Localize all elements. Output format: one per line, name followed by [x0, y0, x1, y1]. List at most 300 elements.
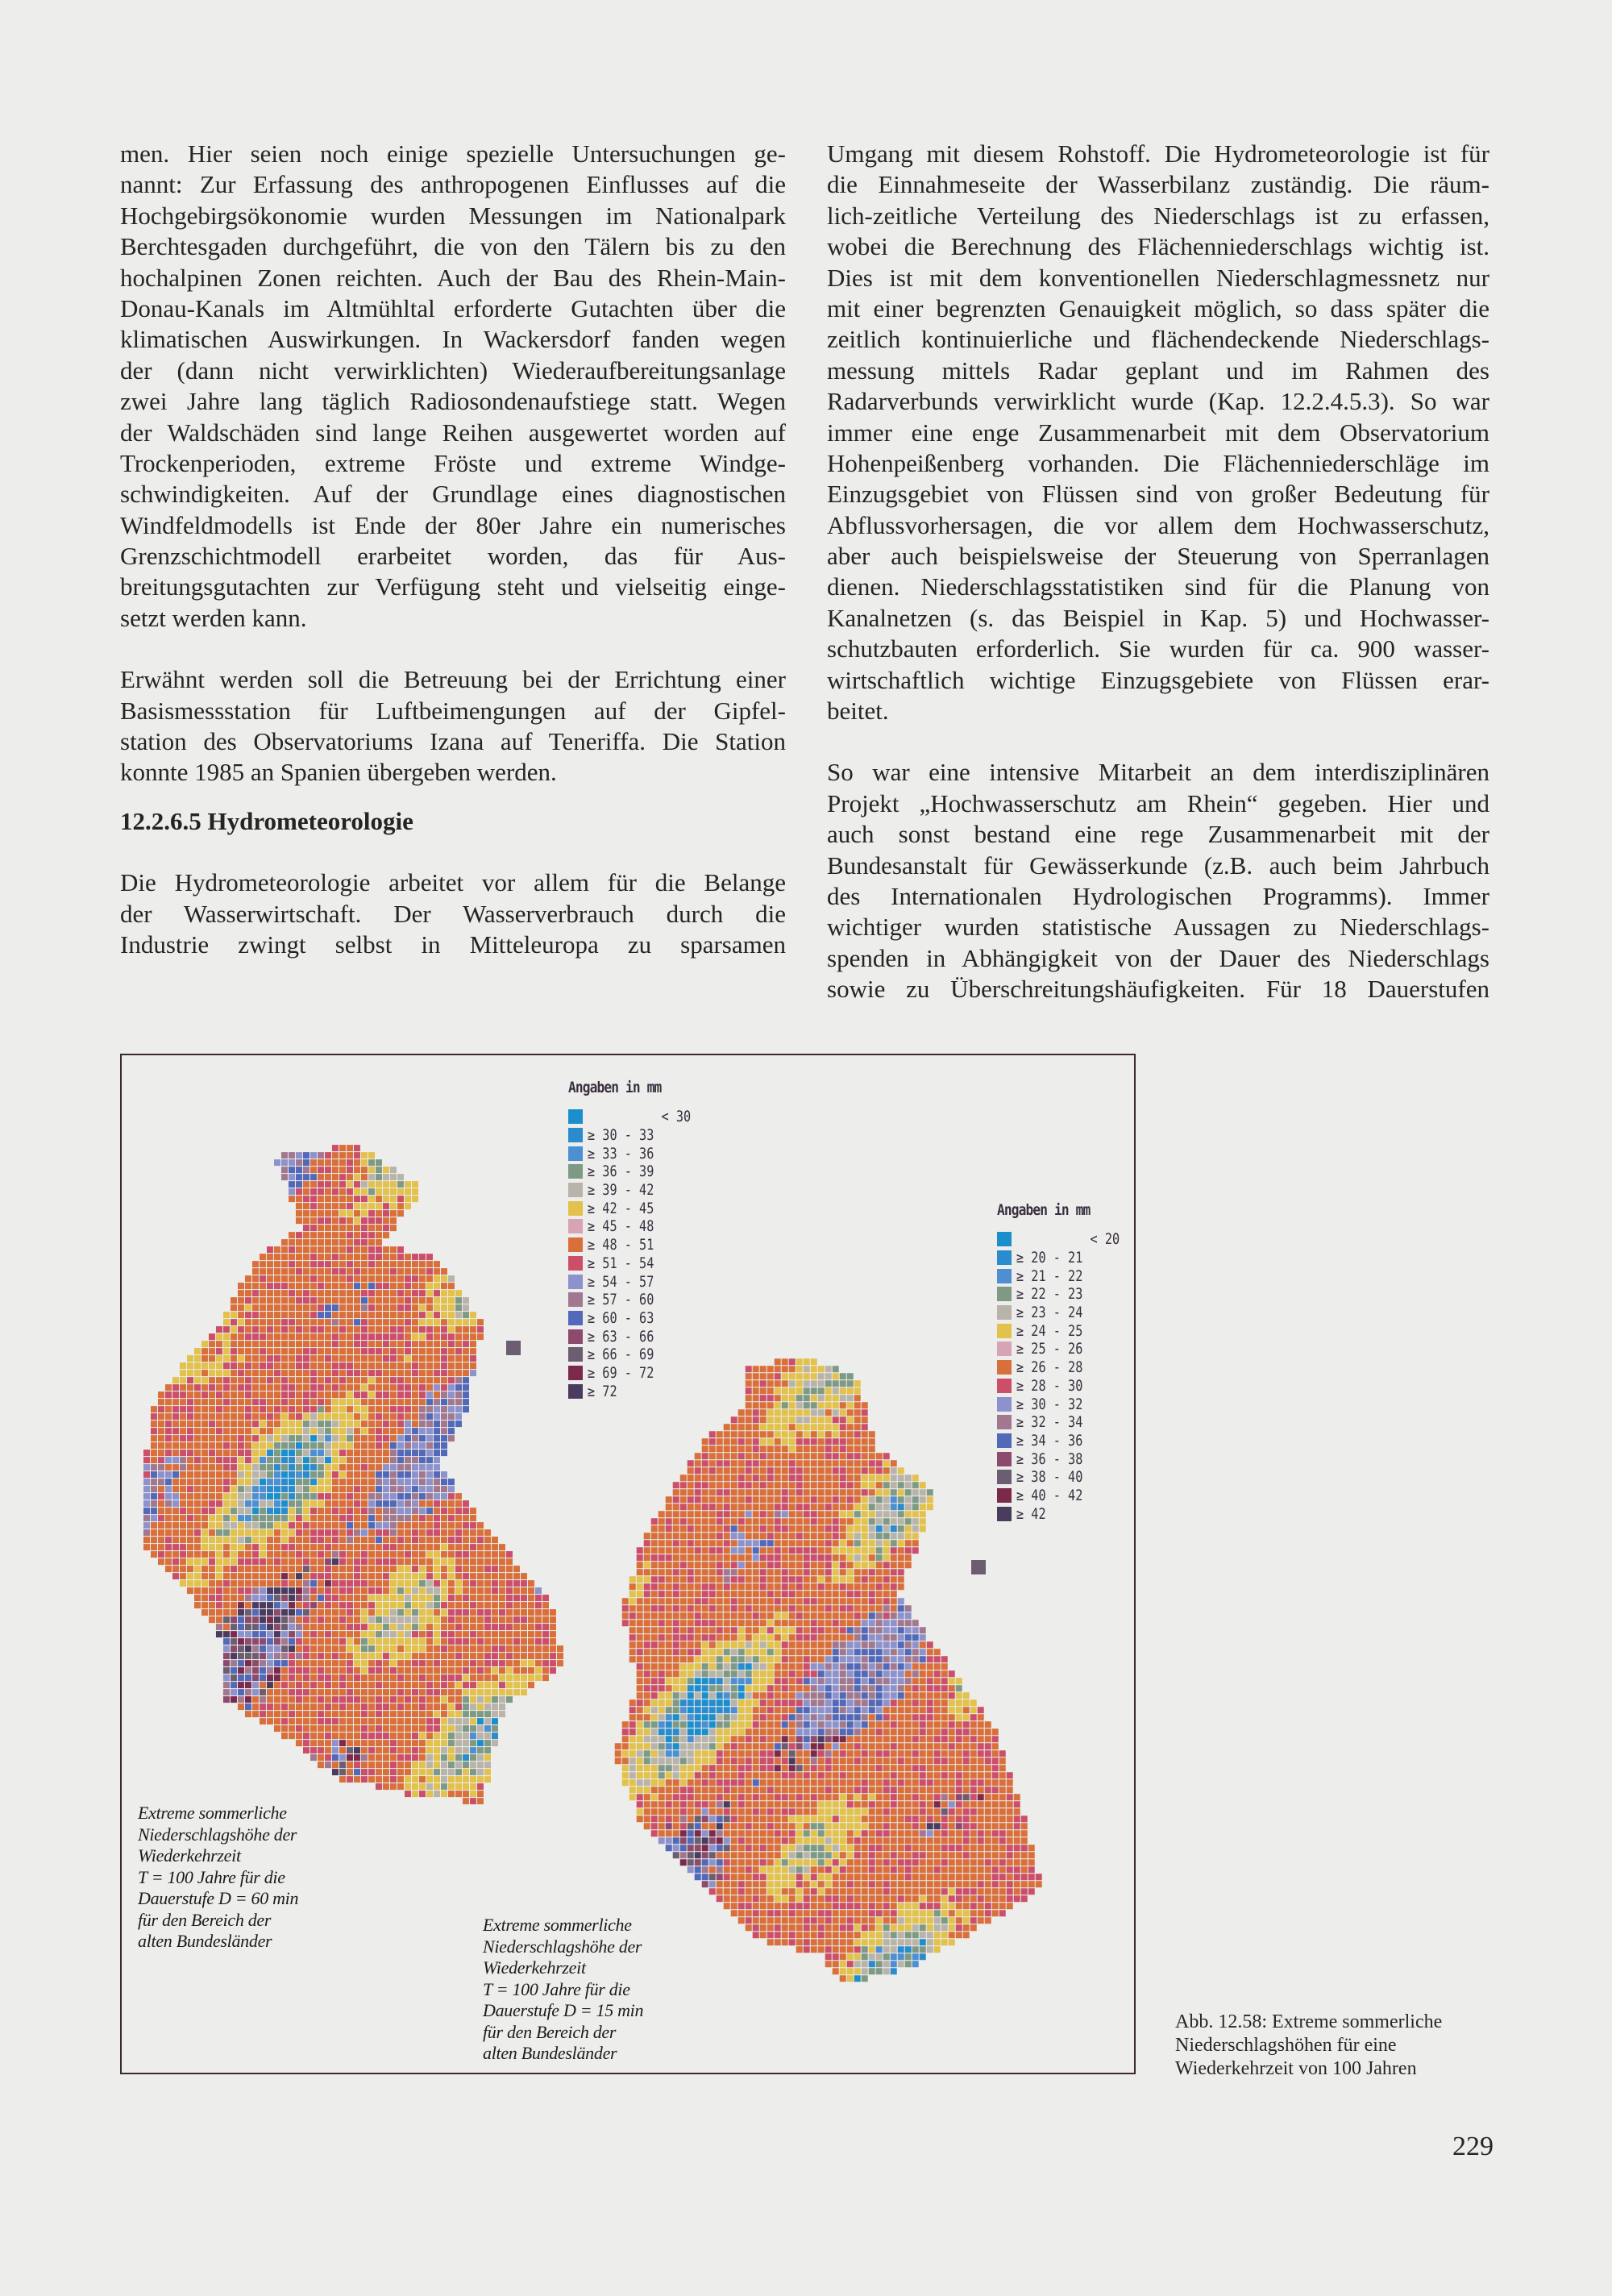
map-cell [223, 1500, 230, 1507]
map-cell [463, 1580, 469, 1587]
map-cell [477, 1696, 484, 1703]
map-cell [376, 1674, 382, 1681]
map-cell [833, 1416, 839, 1423]
map-cell [354, 1174, 360, 1180]
map-cell [731, 1540, 737, 1546]
map-cell [260, 1508, 266, 1514]
map-cell [833, 1612, 839, 1619]
map-cell [296, 1246, 302, 1253]
map-cell [775, 1395, 781, 1401]
map-cell [303, 1362, 310, 1369]
map-cell [651, 1678, 658, 1684]
map-cell [767, 1569, 774, 1575]
map-cell [361, 1762, 368, 1768]
map-cell [318, 1595, 324, 1601]
map-cell [260, 1682, 266, 1688]
map-cell [368, 1319, 375, 1325]
text-line: Die Hydrometeorologie arbeitet vor allem für die Belange [120, 868, 786, 897]
map-cell [789, 1489, 796, 1495]
map-cell [869, 1656, 875, 1662]
map-cell [332, 1508, 339, 1514]
map-cell [267, 1566, 273, 1572]
map-cell [695, 1576, 701, 1583]
map-cell [506, 1566, 513, 1572]
map-cell [412, 1580, 418, 1587]
map-cell [216, 1595, 222, 1601]
map-cell [339, 1754, 346, 1761]
map-cell [267, 1420, 273, 1427]
map-cell [274, 1718, 280, 1724]
map-cell [397, 1174, 404, 1180]
map-cell [876, 1562, 883, 1568]
map-cell [426, 1261, 433, 1267]
map-cell [637, 1562, 643, 1568]
map-cell [296, 1479, 302, 1485]
map-cell [825, 1540, 832, 1546]
map-cell [361, 1326, 368, 1333]
map-cell [426, 1580, 433, 1587]
map-cell [883, 1453, 890, 1459]
map-cell [202, 1362, 208, 1369]
map-cell [825, 1409, 832, 1416]
map-cell [912, 1656, 919, 1662]
map-cell [484, 1689, 491, 1695]
map-cell [332, 1609, 339, 1616]
map-cell [796, 1358, 803, 1365]
map-cell [535, 1631, 542, 1637]
map-cell [434, 1319, 440, 1325]
map-cell [238, 1413, 244, 1420]
text-line: Erwähnt werden soll die Betreuung bei der Errichtung einer [120, 665, 786, 694]
map-cell [361, 1283, 368, 1289]
map-cell [405, 1355, 411, 1362]
map-cell [376, 1268, 382, 1275]
map-cell [912, 1670, 919, 1677]
map-cell [267, 1464, 273, 1470]
map-cell [209, 1399, 215, 1405]
map-cell [412, 1370, 418, 1376]
map-cell [470, 1798, 476, 1804]
map-cell [368, 1696, 375, 1703]
map-cell [238, 1674, 244, 1681]
map-cell [354, 1776, 360, 1782]
map-cell [187, 1450, 193, 1456]
map-cell [289, 1522, 295, 1529]
map-cell [318, 1551, 324, 1558]
map-cell [811, 1627, 817, 1633]
map-cell [332, 1304, 339, 1311]
map-cell [688, 1728, 694, 1735]
map-cell [296, 1442, 302, 1449]
map-cell [869, 1678, 875, 1684]
map-cell [840, 1670, 846, 1677]
map-cell [361, 1275, 368, 1282]
map-cell [883, 1634, 890, 1641]
map-cell [231, 1326, 237, 1333]
map-cell [883, 1460, 890, 1466]
map-cell [448, 1682, 455, 1688]
map-cell [455, 1624, 462, 1630]
map-cell [869, 1482, 875, 1488]
map-cell [470, 1319, 476, 1325]
map-cell [332, 1725, 339, 1732]
map-cell [905, 1721, 912, 1728]
map-cell [310, 1674, 317, 1681]
map-cell [760, 1431, 767, 1437]
map-cell [303, 1442, 310, 1449]
map-cell [267, 1689, 273, 1695]
map-cell [434, 1725, 440, 1732]
map-cell [753, 1373, 759, 1379]
map-cell [426, 1725, 433, 1732]
map-cell [869, 1489, 875, 1495]
map-cell [833, 1460, 839, 1466]
map-cell [840, 1627, 846, 1633]
map-cell [731, 1634, 737, 1641]
map-cell [891, 1569, 897, 1575]
map-cell [738, 1641, 745, 1648]
map-cell [477, 1653, 484, 1659]
map-cell [252, 1624, 259, 1630]
map-cell [361, 1391, 368, 1398]
map-cell [463, 1762, 469, 1768]
map-cell [869, 1504, 875, 1510]
map-cell [172, 1399, 179, 1405]
map-cell [151, 1522, 157, 1529]
map-cell [267, 1355, 273, 1362]
map-cell [332, 1740, 339, 1746]
map-cell [492, 1631, 498, 1637]
map-cell [238, 1595, 244, 1601]
map-cell [405, 1304, 411, 1311]
map-cell [289, 1471, 295, 1478]
map-cell [419, 1711, 426, 1717]
map-cell [854, 1409, 861, 1416]
map-cell [260, 1355, 266, 1362]
map-cell [289, 1703, 295, 1710]
map-cell [267, 1595, 273, 1601]
map-cell [804, 1656, 810, 1662]
map-cell [753, 1540, 759, 1546]
map-cell [318, 1645, 324, 1652]
map-cell [746, 1707, 752, 1713]
map-cell [854, 1395, 861, 1401]
map-cell [172, 1406, 179, 1412]
map-cell [746, 1424, 752, 1430]
map-cell [455, 1602, 462, 1608]
map-cell [289, 1660, 295, 1666]
map-cell [673, 1649, 679, 1655]
map-cell [332, 1312, 339, 1318]
map-cell [405, 1609, 411, 1616]
map-cell [397, 1304, 404, 1311]
map-cell [470, 1362, 476, 1369]
map-cell [376, 1406, 382, 1412]
map-cell [325, 1667, 331, 1674]
map-cell [158, 1529, 164, 1536]
map-cell [405, 1420, 411, 1427]
map-cell [811, 1670, 817, 1677]
map-cell [361, 1254, 368, 1260]
map-cell [818, 1678, 825, 1684]
map-cell [804, 1511, 810, 1517]
map-cell [347, 1602, 353, 1608]
map-cell [332, 1747, 339, 1753]
map-cell [659, 1554, 665, 1561]
map-cell [216, 1624, 222, 1630]
map-cell [296, 1391, 302, 1398]
map-cell [260, 1413, 266, 1420]
map-cell [303, 1609, 310, 1616]
map-cell [274, 1660, 280, 1666]
map-cell [731, 1663, 737, 1670]
map-cell [310, 1391, 317, 1398]
map-cell [463, 1406, 469, 1412]
map-cell [347, 1769, 353, 1775]
map-cell [789, 1699, 796, 1706]
map-cell [405, 1660, 411, 1666]
map-cell [775, 1445, 781, 1452]
map-cell [390, 1544, 397, 1550]
map-cell [361, 1718, 368, 1724]
map-cell [891, 1496, 897, 1503]
map-cell [651, 1576, 658, 1583]
map-cell [455, 1631, 462, 1637]
map-cell [804, 1496, 810, 1503]
map-cell [296, 1624, 302, 1630]
map-cell [274, 1362, 280, 1369]
map-cell [434, 1783, 440, 1790]
map-cell [847, 1431, 854, 1437]
map-cell [354, 1181, 360, 1188]
map-cell [332, 1689, 339, 1695]
map-cell [368, 1486, 375, 1492]
map-cell [216, 1471, 222, 1478]
map-cell [281, 1370, 288, 1376]
map-cell [463, 1319, 469, 1325]
map-cell [796, 1692, 803, 1699]
map-cell [833, 1431, 839, 1437]
map-cell [202, 1406, 208, 1412]
map-cell [709, 1699, 716, 1706]
map-cell [390, 1312, 397, 1318]
map-cell [368, 1275, 375, 1282]
map-cell [825, 1707, 832, 1713]
map-cell [216, 1384, 222, 1391]
map-cell [194, 1435, 201, 1441]
map-cell [260, 1420, 266, 1427]
map-cell [303, 1747, 310, 1753]
map-cell [209, 1464, 215, 1470]
map-cell [339, 1595, 346, 1601]
map-cell [339, 1769, 346, 1775]
map-cell [238, 1341, 244, 1347]
map-cell [281, 1631, 288, 1637]
map-cell [659, 1721, 665, 1728]
map-cell [789, 1721, 796, 1728]
map-cell [376, 1391, 382, 1398]
map-cell [883, 1641, 890, 1648]
map-cell [782, 1714, 788, 1720]
map-cell [862, 1641, 868, 1648]
map-cell [702, 1598, 708, 1604]
map-cell [151, 1442, 157, 1449]
map-cell [347, 1660, 353, 1666]
map-cell [238, 1362, 244, 1369]
map-cell [368, 1326, 375, 1333]
map-cell [637, 1627, 643, 1633]
map-cell [347, 1740, 353, 1746]
map-cell [397, 1384, 404, 1391]
map-cell [325, 1312, 331, 1318]
map-cell [252, 1341, 259, 1347]
map-cell [796, 1467, 803, 1474]
map-cell [550, 1616, 556, 1623]
map-cell [339, 1283, 346, 1289]
map-cell [231, 1406, 237, 1412]
map-cell [825, 1649, 832, 1655]
map-cell [405, 1624, 411, 1630]
map-cell [180, 1435, 186, 1441]
map-cell [796, 1496, 803, 1503]
map-cell [709, 1591, 716, 1597]
map-cell [528, 1602, 534, 1608]
map-cell [688, 1460, 694, 1466]
map-cell [702, 1583, 708, 1590]
map-cell [825, 1656, 832, 1662]
map-cell [448, 1391, 455, 1398]
map-cell [339, 1616, 346, 1623]
map-cell [260, 1479, 266, 1485]
map-cell [202, 1573, 208, 1579]
map-cell [731, 1569, 737, 1575]
map-cell [310, 1609, 317, 1616]
map-cell [717, 1692, 723, 1699]
map-cell [347, 1725, 353, 1732]
map-cell [318, 1609, 324, 1616]
map-cell [339, 1203, 346, 1209]
map-cell [898, 1554, 904, 1561]
map-cell [303, 1529, 310, 1536]
map-cell [622, 1728, 629, 1735]
map-cell [898, 1598, 904, 1604]
map-cell [339, 1515, 346, 1521]
map-cell [267, 1682, 273, 1688]
map-cell [347, 1181, 353, 1188]
map-cell [753, 1620, 759, 1626]
map-cell [180, 1442, 186, 1449]
map-cell [862, 1402, 868, 1408]
map-cell [332, 1718, 339, 1724]
map-cell [463, 1653, 469, 1659]
map-cell [441, 1391, 447, 1398]
map-cell [419, 1355, 426, 1362]
map-cell [260, 1551, 266, 1558]
map-cell [825, 1634, 832, 1641]
map-cell [354, 1406, 360, 1412]
map-cell [180, 1566, 186, 1572]
map-cell [194, 1587, 201, 1594]
map-cell [840, 1525, 846, 1532]
map-cell [724, 1721, 730, 1728]
map-cell [738, 1627, 745, 1633]
map-cell [695, 1547, 701, 1554]
map-cell [862, 1685, 868, 1691]
map-cell [738, 1409, 745, 1416]
map-cell [361, 1333, 368, 1340]
map-cell [245, 1609, 251, 1616]
map-cell [767, 1583, 774, 1590]
map-cell [238, 1587, 244, 1594]
map-cell [296, 1573, 302, 1579]
map-cell [833, 1721, 839, 1728]
map-cell [252, 1580, 259, 1587]
map-cell [209, 1370, 215, 1376]
map-cell [390, 1558, 397, 1565]
map-cell [477, 1566, 484, 1572]
map-cell [506, 1660, 513, 1666]
map-cell [869, 1707, 875, 1713]
map-cell [796, 1605, 803, 1612]
text-line: beitet. [827, 697, 889, 726]
map-cell [347, 1747, 353, 1753]
map-cell [891, 1699, 897, 1706]
map-cell [332, 1500, 339, 1507]
map-cell [666, 1576, 672, 1583]
map-cell [818, 1562, 825, 1568]
map-cell [397, 1406, 404, 1412]
map-cell [368, 1674, 375, 1681]
map-cell [796, 1678, 803, 1684]
map-cell [376, 1689, 382, 1695]
map-cell [746, 1496, 752, 1503]
map-cell [223, 1399, 230, 1405]
map-cell [289, 1370, 295, 1376]
map-cell [412, 1515, 418, 1521]
map-cell [775, 1598, 781, 1604]
map-cell [223, 1450, 230, 1456]
map-cell [361, 1667, 368, 1674]
map-cell [847, 1591, 854, 1597]
map-cell [666, 1533, 672, 1539]
map-cell [775, 1649, 781, 1655]
map-cell [289, 1457, 295, 1463]
map-cell [187, 1471, 193, 1478]
map-cell [209, 1602, 215, 1608]
map-cell [252, 1457, 259, 1463]
map-cell [905, 1678, 912, 1684]
map-cell [970, 1699, 977, 1706]
map-cell [804, 1562, 810, 1568]
map-cell [782, 1627, 788, 1633]
map-cell [223, 1573, 230, 1579]
map-cell [347, 1188, 353, 1195]
map-cell [811, 1416, 817, 1423]
map-cell [187, 1522, 193, 1529]
map-cell [455, 1762, 462, 1768]
map-cell [216, 1428, 222, 1434]
map-cell [202, 1580, 208, 1587]
map-cell [238, 1703, 244, 1710]
map-cell [854, 1699, 861, 1706]
map-cell [172, 1486, 179, 1492]
map-cell [811, 1547, 817, 1554]
map-cell [419, 1297, 426, 1304]
map-cell [934, 1663, 941, 1670]
map-cell [499, 1660, 505, 1666]
map-cell [702, 1627, 708, 1633]
map-cell [332, 1667, 339, 1674]
